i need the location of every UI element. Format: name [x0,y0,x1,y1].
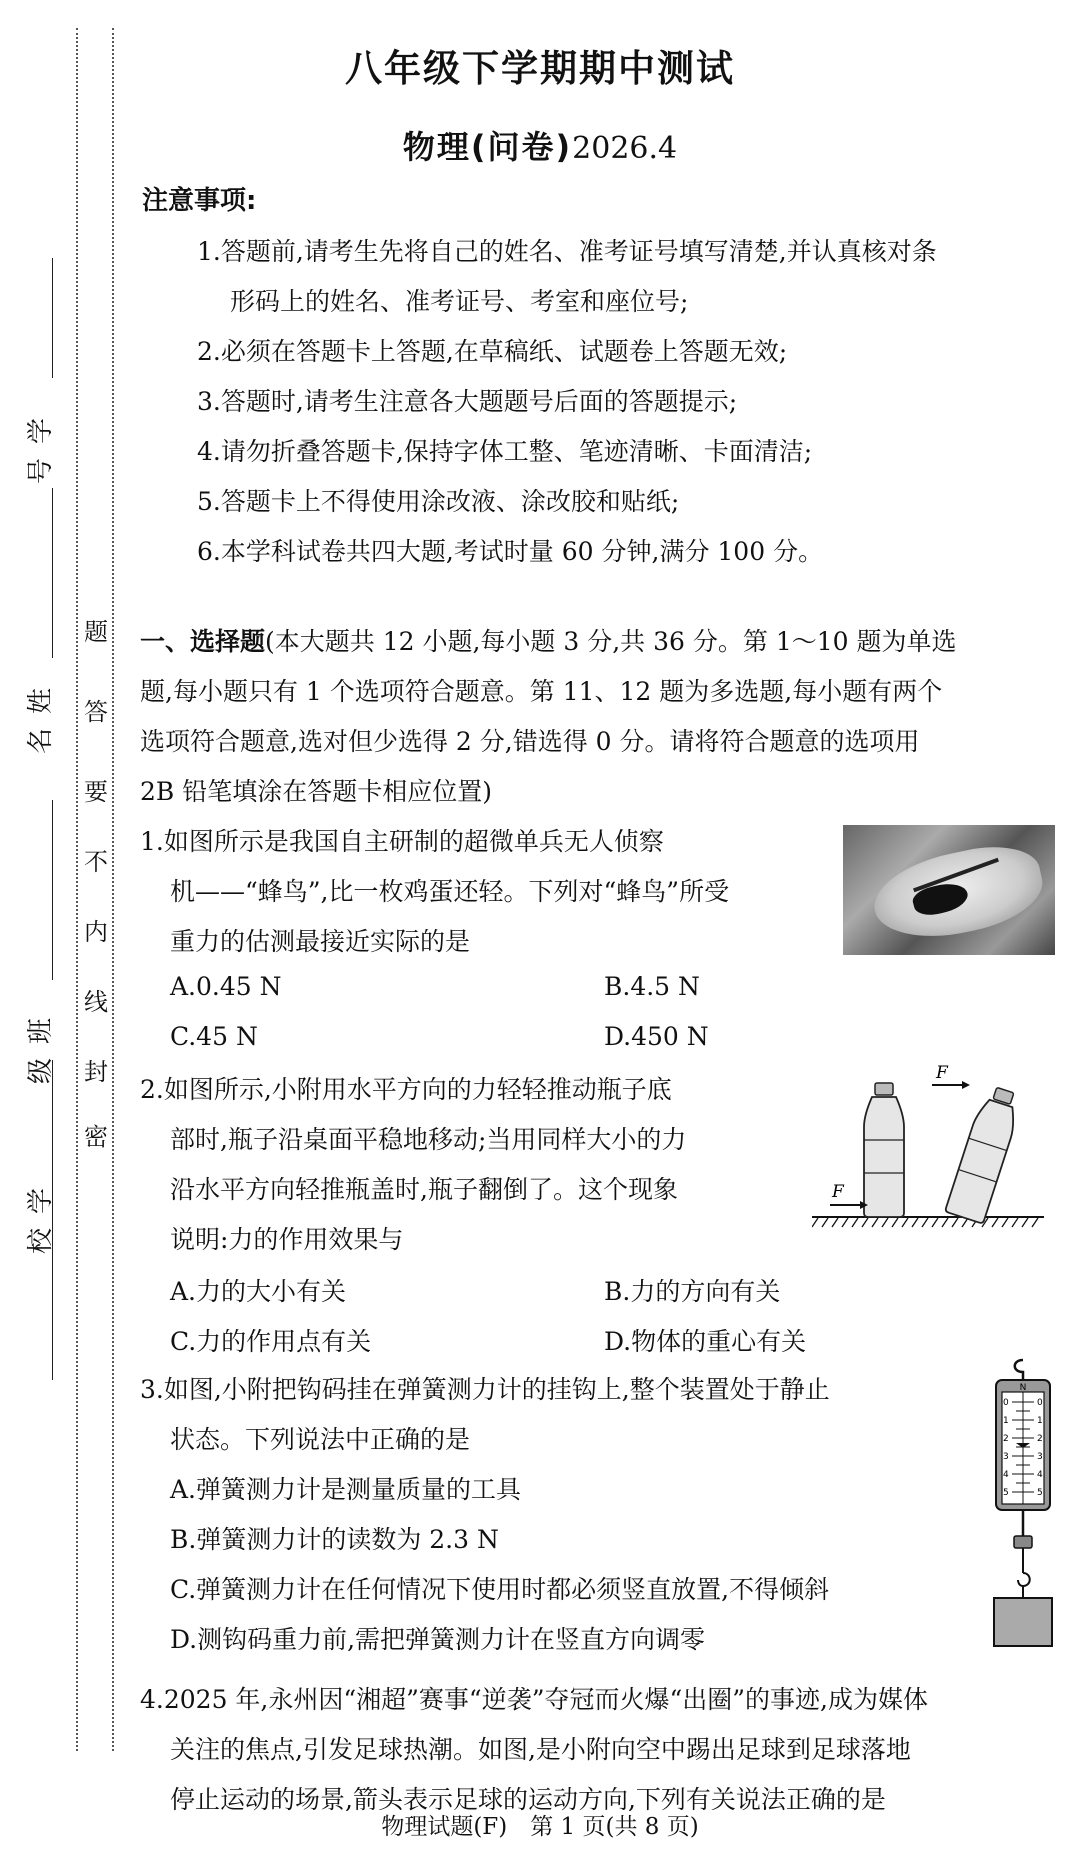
seal-char: 不 [84,848,108,876]
option-c: C.弹簧测力计在任何情况下使用时都必须竖直放置,不得倾斜 [170,1575,830,1604]
option-b: B.弹簧测力计的读数为 2.3 N [170,1525,499,1554]
question-text: 停止运动的场景,箭头表示足球的运动方向,下列有关说法正确的是 [170,1785,886,1814]
class-blank [52,800,53,980]
seal-char: 答 [84,698,108,726]
option-b: B.力的方向有关 [604,1277,781,1306]
section-heading: 一、选择题(本大题共 12 小题,每小题 3 分,共 36 分。第 1～10 题为单选 [140,627,957,656]
notice-heading: 注意事项: [142,186,257,216]
tick-label: 3 [1037,1452,1043,1462]
question-text: 说明:力的作用效果与 [170,1225,404,1254]
question-text: 2.如图所示,小附用水平方向的力轻轻推动瓶子底 [140,1075,672,1104]
notice-item: 4.请勿折叠答题卡,保持字体工整、笔迹清晰、卡面清洁; [197,437,813,466]
question-text: 部时,瓶子沿桌面平稳地移动;当用同样大小的力 [170,1125,687,1154]
exam-title: 八年级下学期期中测试 [345,47,735,90]
tick-label: 5 [1003,1488,1009,1498]
notice-item: 形码上的姓名、准考证号、考室和座位号; [230,287,689,316]
question-text: 重力的估测最接近实际的是 [170,927,471,956]
student-id-blank [52,258,53,378]
seal-char: 线 [84,988,108,1016]
section-instructions: 2B 铅笔填涂在答题卡相应位置) [140,777,492,806]
school-label: 学 校 [26,1187,57,1255]
name-label: 姓 名 [26,687,57,755]
question-text: 状态。下列说法中正确的是 [170,1425,471,1454]
tick-label: 1 [1037,1416,1043,1426]
exam-date: 2026.4 [572,131,678,166]
option-c: C.45 N [170,1022,258,1051]
question-text: 1.如图所示是我国自主研制的超微单兵无人侦察 [140,827,664,856]
tipping-bottle [945,1084,1024,1224]
option-a: A.弹簧测力计是测量质量的工具 [170,1475,522,1504]
student-id-label: 学 号 [26,417,57,485]
notice-item: 5.答题卡上不得使用涂改液、涂改胶和贴纸; [197,487,680,516]
tick-label: 4 [1003,1470,1009,1480]
question-text: 沿水平方向轻推瓶盖时,瓶子翻倒了。这个现象 [170,1175,678,1204]
tick-label: 0 [1003,1398,1009,1408]
seal-char: 题 [84,618,108,646]
class-label: 班 级 [26,1017,57,1085]
notice-item: 2.必须在答题卡上答题,在草稿纸、试题卷上答题无效; [197,337,788,366]
notice-item: 1.答题前,请考生先将自己的姓名、准考证号填写清楚,并认真核对条 [197,237,937,266]
tick-label: 5 [1037,1488,1043,1498]
section-instructions: 题,每小题只有 1 个选项符合题意。第 11、12 题为多选题,每小题有两个 [140,677,943,706]
tick-label: 3 [1003,1452,1009,1462]
question-text: 3.如图,小附把钩码挂在弹簧测力计的挂钩上,整个装置处于静止 [140,1375,830,1404]
option-d: D.物体的重心有关 [604,1327,807,1356]
unit-label: N [1019,1383,1027,1393]
tick-label: 1 [1003,1416,1009,1426]
force-label-bottom: F [832,1182,844,1202]
binding-line-outer [76,28,78,1751]
bottle-diagram [812,1065,1046,1235]
option-a: A.力的大小有关 [170,1277,347,1306]
notice-item: 3.答题时,请考生注意各大题题号后面的答题提示; [197,387,738,416]
question-text: 关注的焦点,引发足球热潮。如图,是小附向空中踢出足球到足球落地 [170,1735,911,1764]
name-blank [52,488,53,658]
tick-label: 0 [1037,1398,1043,1408]
option-b: B.4.5 N [604,972,700,1001]
notice-item: 6.本学科试卷共四大题,考试时量 60 分钟,满分 100 分。 [197,537,824,566]
spring-scale-diagram [990,1358,1056,1654]
tick-label: 2 [1003,1434,1009,1444]
drone-photo [843,825,1055,955]
option-d: D.450 N [604,1022,709,1051]
seal-char: 密 [84,1123,108,1151]
binding-line-inner [112,28,114,1751]
question-text: 4.2025 年,永州因“湘超”赛事“逆袭”夺冠而火爆“出圈”的事迹,成为媒体 [140,1685,929,1714]
subject-name: 物理(问卷) [402,128,573,166]
exam-subtitle [0,122,1080,168]
option-c: C.力的作用点有关 [170,1327,372,1356]
page-footer: 物理试题(F) 第 1 页(共 8 页) [381,1814,699,1840]
tick-label: 2 [1037,1434,1043,1444]
seal-char: 要 [84,778,108,806]
upright-bottle [864,1083,904,1217]
section-instructions: 选项符合题意,选对但少选得 2 分,错选得 0 分。请将符合题意的选项用 [140,727,920,756]
question-text: 机——“蜂鸟”,比一枚鸡蛋还轻。下列对“蜂鸟”所受 [170,877,730,906]
seal-char: 封 [84,1058,108,1086]
seal-char: 内 [84,918,108,946]
option-a: A.0.45 N [170,972,282,1001]
option-d: D.测钩码重力前,需把弹簧测力计在竖直方向调零 [170,1625,706,1654]
force-label-top: F [936,1065,948,1083]
tick-label: 4 [1037,1470,1043,1480]
